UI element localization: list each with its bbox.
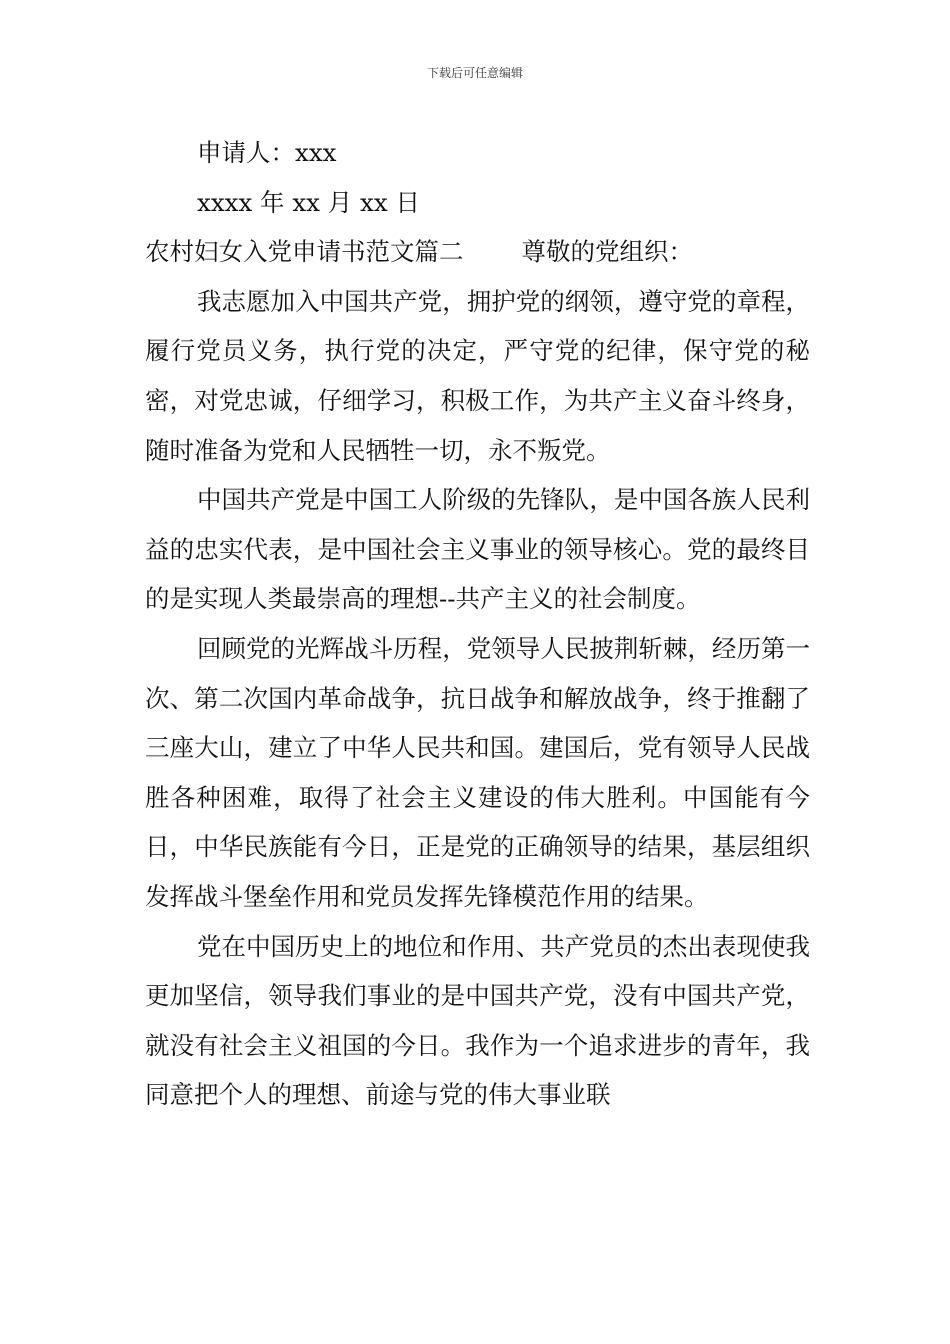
section-title: 农村妇女入党申请书范文篇二 <box>145 237 464 267</box>
salutation: 尊敬的党组织： <box>521 237 693 267</box>
paragraph-2: 中国共产党是中国工人阶级的先锋队，是中国各族人民利益的忠实代表，是中国社会主义事业的领导核心。党的最终目的是实现人类最崇高的理想--共产主义的社会制度。 <box>145 485 810 614</box>
title-salutation-line <box>145 227 810 277</box>
header-note: 下载后可任意编辑 <box>426 66 523 80</box>
date-line: xxxx 年 xx 月 xx 日 <box>197 187 420 217</box>
paragraph-1: 我志愿加入中国共产党，拥护党的纲领，遵守党的章程，履行党员义务，执行党的决定，严守党的纪律，保守党的秘密，对党忠诚，仔细学习，积极工作，为共产主义奋斗终身，随时准备为党和人民牺牲一切，永不叛党。 <box>145 286 810 465</box>
paragraph-3: 回顾党的光辉战斗历程，党领导人民披荆斩棘，经历第一次、第二次国内革命战争，抗日战争和解放战争，终于推翻了三座大山，建立了中华人民共和国。建国后，党有领导人民战胜各种困难，取得了社会主义建设的伟大胜利。中国能有今日，中华民族能有今日，正是党的正确领导的结果，基层组织发挥战斗堡垒作用和党员发挥先锋模范作用的结果。 <box>145 633 810 911</box>
applicant-line: 申请人：xxx <box>197 138 337 167</box>
document-body <box>145 128 810 1120</box>
paragraph-4: 党在中国历史上的地位和作用、共产党员的杰出表现使我更加坚信，领导我们事业的是中国共产党，没有中国共产党，就没有社会主义祖国的今日。我作为一个追求进步的青年，我同意把个人的理想、前途与党的伟大事业联 <box>145 931 810 1110</box>
